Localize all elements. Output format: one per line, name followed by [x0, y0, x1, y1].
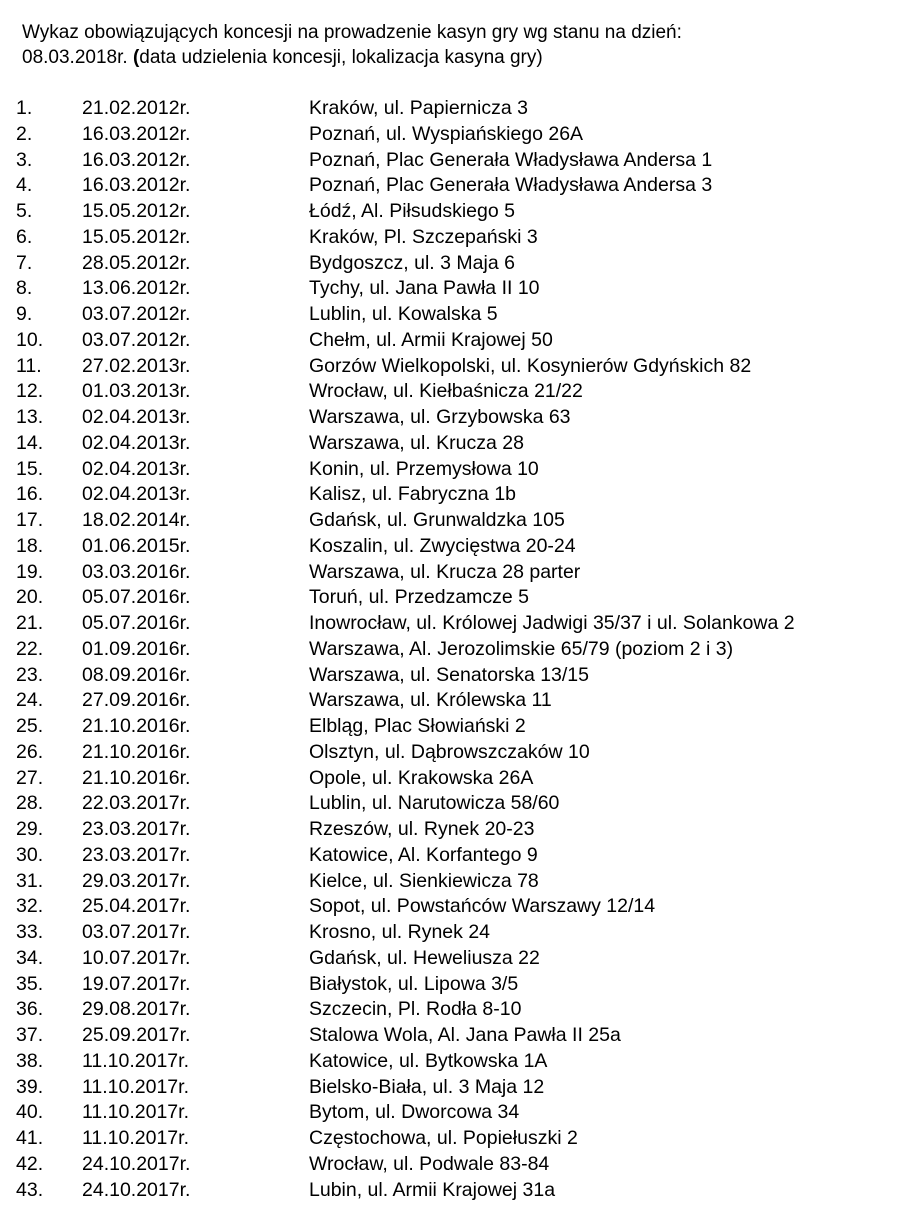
row-date: 25.09.2017r. — [82, 1024, 191, 1046]
row-number: 25. — [16, 715, 44, 737]
row-number: 24. — [16, 689, 44, 712]
row-number: 36. — [16, 998, 44, 1021]
row-date: 19.07.2017r. — [82, 972, 191, 995]
row-number: 18. — [16, 534, 44, 557]
row-number: 23. — [16, 663, 44, 686]
row-date: 16.03.2012r. — [82, 174, 191, 197]
row-date: 05.07.2016r. — [82, 612, 191, 634]
row-number: 35. — [16, 972, 44, 995]
row-number: 15. — [16, 457, 44, 480]
concession-row — [0, 225, 920, 251]
concession-row — [0, 791, 920, 817]
row-number: 1. — [16, 97, 33, 119]
row-date: 24.10.2017r. — [82, 1178, 191, 1201]
row-location: Lublin, ul. Narutowicza 58/60 — [309, 792, 560, 815]
title-line-1: Wykaz obowiązujących koncesji na prowadzenie kasyn gry wg stanu na dzień: — [22, 22, 682, 43]
row-location: Kalisz, ul. Fabryczna 1b — [309, 483, 517, 506]
row-number: 28. — [16, 792, 44, 815]
row-location: Warszawa, ul. Królewska 11 — [309, 689, 552, 712]
row-number: 17. — [16, 509, 44, 531]
concession-row — [0, 611, 920, 637]
row-date: 02.04.2013r. — [82, 457, 191, 480]
row-number: 27. — [16, 766, 44, 789]
row-location: Kraków, ul. Papiernicza 3 — [309, 97, 528, 119]
row-date: 24.10.2017r. — [82, 1152, 191, 1175]
row-location: Krosno, ul. Rynek 24 — [309, 921, 491, 943]
row-location: Sopot, ul. Powstańców Warszawy 12/14 — [309, 895, 656, 918]
row-date: 03.07.2017r. — [82, 921, 191, 943]
row-location: Warszawa, ul. Krucza 28 parter — [309, 560, 581, 583]
concession-row — [0, 173, 920, 199]
row-location: Lubin, ul. Armii Krajowej 31a — [309, 1178, 556, 1201]
row-date: 05.07.2016r. — [82, 586, 191, 609]
row-number: 41. — [16, 1127, 44, 1149]
concession-row — [0, 457, 920, 483]
row-location: Katowice, Al. Korfantego 9 — [309, 843, 538, 866]
row-number: 5. — [16, 200, 33, 222]
title-status-date: 08.03.2018r. — [22, 47, 133, 68]
row-number: 8. — [16, 277, 33, 300]
row-date: 03.07.2012r. — [82, 328, 191, 351]
row-number: 20. — [16, 586, 44, 609]
row-number: 34. — [16, 946, 44, 969]
row-number: 43. — [16, 1178, 44, 1201]
concession-row — [0, 1075, 920, 1101]
row-date: 03.07.2012r. — [82, 303, 191, 325]
row-number: 30. — [16, 843, 44, 866]
row-number: 13. — [16, 406, 44, 428]
row-location: Bydgoszcz, ul. 3 Maja 6 — [309, 251, 515, 274]
row-location: Poznań, Plac Generała Władysława Andersa 1 — [309, 148, 713, 171]
row-location: Gdańsk, ul. Grunwaldzka 105 — [309, 509, 565, 531]
row-date: 11.10.2017r. — [82, 1101, 189, 1124]
concession-row — [0, 354, 920, 380]
row-location: Inowrocław, ul. Królowej Jadwigi 35/37 i ul. Solankowa 2 — [309, 612, 795, 634]
concession-row — [0, 328, 920, 354]
row-number: 16. — [16, 483, 44, 506]
concession-row — [0, 688, 920, 714]
row-date: 02.04.2013r. — [82, 431, 191, 454]
concession-row — [0, 122, 920, 148]
row-date: 10.07.2017r. — [82, 946, 191, 969]
row-date: 15.05.2012r. — [82, 225, 191, 248]
row-date: 01.09.2016r. — [82, 637, 191, 660]
row-number: 39. — [16, 1075, 44, 1098]
concession-row — [0, 276, 920, 302]
row-date: 01.03.2013r. — [82, 380, 191, 403]
row-location: Bielsko-Biała, ul. 3 Maja 12 — [309, 1075, 545, 1098]
row-number: 32. — [16, 895, 44, 918]
title-open-paren: ( — [132, 47, 140, 68]
row-date: 02.04.2013r. — [82, 483, 191, 506]
row-number: 4. — [16, 174, 33, 197]
row-date: 21.02.2012r. — [82, 97, 191, 119]
row-location: Kielce, ul. Sienkiewicza 78 — [309, 869, 539, 892]
row-date: 23.03.2017r. — [82, 843, 191, 866]
row-date: 01.06.2015r. — [82, 534, 191, 557]
row-location: Lublin, ul. Kowalska 5 — [309, 303, 498, 325]
row-location: Chełm, ul. Armii Krajowej 50 — [309, 328, 553, 351]
concession-row — [0, 379, 920, 405]
row-number: 11. — [16, 354, 42, 377]
row-location: Stalowa Wola, Al. Jana Pawła II 25a — [309, 1024, 621, 1046]
row-location: Koszalin, ul. Zwycięstwa 20-24 — [309, 534, 576, 557]
row-number: 37. — [16, 1024, 44, 1046]
row-location: Łódź, Al. Piłsudskiego 5 — [309, 200, 515, 222]
row-location: Warszawa, Al. Jerozolimskie 65/79 (poziom 2 i 3) — [309, 637, 734, 660]
row-number: 42. — [16, 1152, 44, 1175]
concession-row — [0, 1152, 920, 1178]
concession-row — [0, 251, 920, 277]
row-location: Kraków, Pl. Szczepański 3 — [309, 225, 538, 248]
concession-row — [0, 843, 920, 869]
concession-row — [0, 997, 920, 1023]
row-date: 11.10.2017r. — [82, 1075, 189, 1098]
row-date: 03.03.2016r. — [82, 560, 191, 583]
row-location: Gorzów Wielkopolski, ul. Kosynierów Gdyńskich 82 — [309, 354, 752, 377]
row-date: 28.05.2012r. — [82, 251, 191, 274]
row-location: Olsztyn, ul. Dąbrowszczaków 10 — [309, 740, 590, 763]
concession-row — [0, 766, 920, 792]
concession-row — [0, 560, 920, 586]
row-number: 10. — [16, 328, 44, 351]
concession-row — [0, 1126, 920, 1152]
concession-list — [0, 96, 920, 1203]
row-number: 40. — [16, 1101, 44, 1124]
row-date: 21.10.2016r. — [82, 766, 191, 789]
concession-row — [0, 431, 920, 457]
row-number: 19. — [16, 560, 44, 583]
row-location: Warszawa, ul. Krucza 28 — [309, 431, 524, 454]
row-date: 21.10.2016r. — [82, 715, 191, 737]
row-location: Gdańsk, ul. Heweliusza 22 — [309, 946, 540, 969]
row-number: 38. — [16, 1049, 44, 1072]
row-date: 21.10.2016r. — [82, 740, 191, 763]
row-number: 26. — [16, 740, 44, 763]
concession-row — [0, 482, 920, 508]
concession-row — [0, 817, 920, 843]
row-date: 02.04.2013r. — [82, 406, 191, 428]
row-date: 22.03.2017r. — [82, 792, 191, 815]
concession-row — [0, 199, 920, 225]
row-date: 29.03.2017r. — [82, 869, 191, 892]
row-date: 18.02.2014r. — [82, 509, 191, 531]
row-number: 7. — [16, 251, 33, 274]
concession-row — [0, 534, 920, 560]
row-location: Białystok, ul. Lipowa 3/5 — [309, 972, 519, 995]
row-location: Toruń, ul. Przedzamcze 5 — [309, 586, 530, 609]
row-location: Wrocław, ul. Kiełbaśnicza 21/22 — [309, 380, 583, 403]
title-description: data udzielenia koncesji, lokalizacja kasyna gry) — [139, 47, 543, 68]
concession-row — [0, 740, 920, 766]
concession-row — [0, 1100, 920, 1126]
row-location: Poznań, Plac Generała Władysława Andersa 3 — [309, 174, 713, 197]
concession-row — [0, 508, 920, 534]
row-number: 14. — [16, 431, 44, 454]
row-date: 08.09.2016r. — [82, 663, 191, 686]
row-location: Częstochowa, ul. Popiełuszki 2 — [309, 1127, 578, 1149]
concession-row — [0, 637, 920, 663]
concession-row — [0, 972, 920, 998]
concession-row — [0, 302, 920, 328]
row-number: 12. — [16, 380, 44, 403]
row-location: Warszawa, ul. Grzybowska 63 — [309, 406, 571, 428]
row-number: 21. — [16, 612, 44, 634]
row-date: 11.10.2017r. — [82, 1127, 189, 1149]
concession-row — [0, 405, 920, 431]
row-date: 25.04.2017r. — [82, 895, 191, 918]
row-date: 27.02.2013r. — [82, 354, 191, 377]
row-date: 11.10.2017r. — [82, 1049, 189, 1072]
concession-row — [0, 894, 920, 920]
row-location: Rzeszów, ul. Rynek 20-23 — [309, 818, 535, 840]
row-location: Szczecin, Pl. Rodła 8-10 — [309, 998, 522, 1021]
concession-row — [0, 1178, 920, 1204]
concession-row — [0, 946, 920, 972]
concession-row — [0, 148, 920, 174]
row-date: 23.03.2017r. — [82, 818, 191, 840]
concession-row — [0, 96, 920, 122]
row-location: Warszawa, ul. Senatorska 13/15 — [309, 663, 589, 686]
row-number: 9. — [16, 303, 33, 325]
row-location: Konin, ul. Przemysłowa 10 — [309, 457, 539, 480]
row-location: Tychy, ul. Jana Pawła II 10 — [309, 277, 540, 300]
row-date: 29.08.2017r. — [82, 998, 191, 1021]
concession-row — [0, 869, 920, 895]
row-location: Opole, ul. Krakowska 26A — [309, 766, 534, 789]
row-date: 15.05.2012r. — [82, 200, 191, 222]
row-number: 22. — [16, 637, 44, 660]
row-location: Elbląg, Plac Słowiański 2 — [309, 715, 526, 737]
concession-row — [0, 663, 920, 689]
document-title — [22, 20, 902, 70]
concession-row — [0, 1049, 920, 1075]
row-number: 2. — [16, 122, 33, 145]
row-location: Bytom, ul. Dworcowa 34 — [309, 1101, 520, 1124]
concession-row — [0, 714, 920, 740]
concession-row — [0, 585, 920, 611]
row-number: 29. — [16, 818, 44, 840]
concession-row — [0, 920, 920, 946]
row-date: 16.03.2012r. — [82, 148, 191, 171]
row-number: 3. — [16, 148, 33, 171]
row-date: 27.09.2016r. — [82, 689, 191, 712]
row-location: Poznań, ul. Wyspiańskiego 26A — [309, 122, 584, 145]
row-location: Katowice, ul. Bytkowska 1A — [309, 1049, 548, 1072]
row-location: Wrocław, ul. Podwale 83-84 — [309, 1152, 550, 1175]
row-number: 31. — [16, 869, 44, 892]
row-number: 6. — [16, 225, 33, 248]
row-date: 13.06.2012r. — [82, 277, 191, 300]
concession-row — [0, 1023, 920, 1049]
row-date: 16.03.2012r. — [82, 122, 191, 145]
row-number: 33. — [16, 921, 44, 943]
